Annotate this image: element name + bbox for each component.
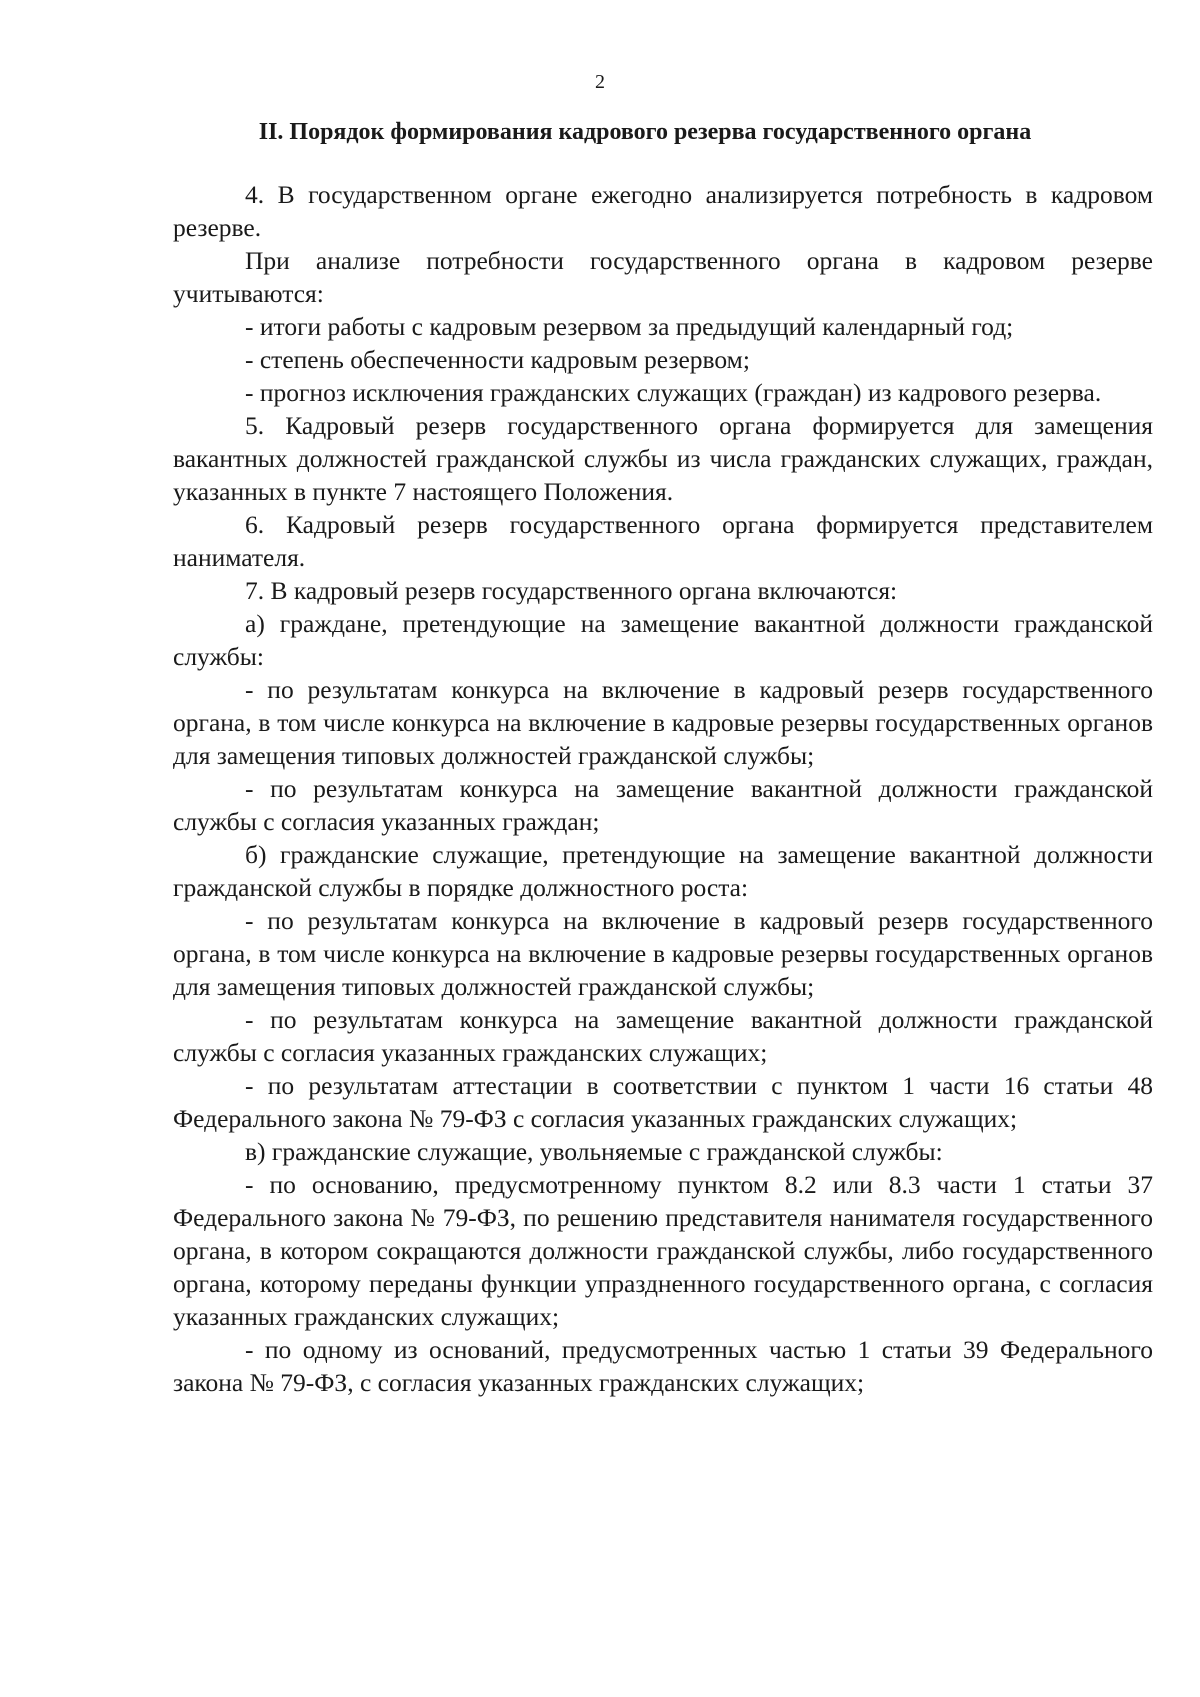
paragraph: а) граждане, претендующие на замещение вакантной должности гражданской службы:	[173, 609, 1153, 671]
document-body	[173, 178, 1153, 1399]
paragraph: 4. В государственном органе ежегодно анализируется потребность в кадровом резерве.	[173, 180, 1153, 242]
paragraph: При анализе потребности государственного органа в кадровом резерве учитываются:	[173, 246, 1153, 308]
paragraph: - по основанию, предусмотренному пунктом 8.2 или 8.3 части 1 статьи 37 Федерального закона № 79-ФЗ, по решению представителя нанимателя государственного органа, в котором сокращаются должности гражданской службы, либо государственного органа, которому переданы функции упраздненного государственного органа, с согласия указанных гражданских служащих;	[173, 1170, 1153, 1331]
paragraph: 7. В кадровый резерв государственного органа включаются:	[245, 576, 898, 605]
paragraph: - по результатам конкурса на включение в кадровый резерв государственного органа, в том числе конкурса на включение в кадровые резервы государственных органов для замещения типовых должностей гражданской службы;	[173, 675, 1153, 770]
page-number: 2	[595, 71, 605, 93]
paragraph: - по результатам конкурса на замещение вакантной должности гражданской службы с согласия указанных граждан;	[173, 774, 1153, 836]
paragraph: б) гражданские служащие, претендующие на замещение вакантной должности гражданской службы в порядке должностного роста:	[173, 840, 1153, 902]
paragraph: - степень обеспеченности кадровым резервом;	[245, 345, 750, 374]
paragraph: 6. Кадровый резерв государственного органа формируется представителем нанимателя.	[173, 510, 1153, 572]
paragraph: - по одному из оснований, предусмотренных частью 1 статьи 39 Федерального закона № 79-ФЗ, с согласия указанных гражданских служащих;	[173, 1335, 1153, 1397]
paragraph: - по результатам аттестации в соответствии с пунктом 1 части 16 статьи 48 Федерального закона № 79-ФЗ с согласия указанных гражданских служащих;	[173, 1071, 1153, 1133]
paragraph: - по результатам конкурса на замещение вакантной должности гражданской службы с согласия указанных гражданских служащих;	[173, 1005, 1153, 1067]
section-title: II. Порядок формирования кадрового резерва государственного органа	[258, 119, 1032, 145]
paragraph: в) гражданские служащие, увольняемые с гражданской службы:	[245, 1137, 943, 1166]
paragraph: 5. Кадровый резерв государственного органа формируется для замещения вакантных должностей гражданской службы из числа гражданских служащих, граждан, указанных в пункте 7 настоящего Положения.	[173, 411, 1153, 506]
paragraph: - итоги работы с кадровым резервом за предыдущий календарный год;	[245, 312, 1014, 341]
paragraph: - по результатам конкурса на включение в кадровый резерв государственного органа, в том числе конкурса на включение в кадровые резервы государственных органов для замещения типовых должностей гражданской службы;	[173, 906, 1153, 1001]
paragraph: - прогноз исключения гражданских служащих (граждан) из кадрового резерва.	[245, 378, 1102, 407]
